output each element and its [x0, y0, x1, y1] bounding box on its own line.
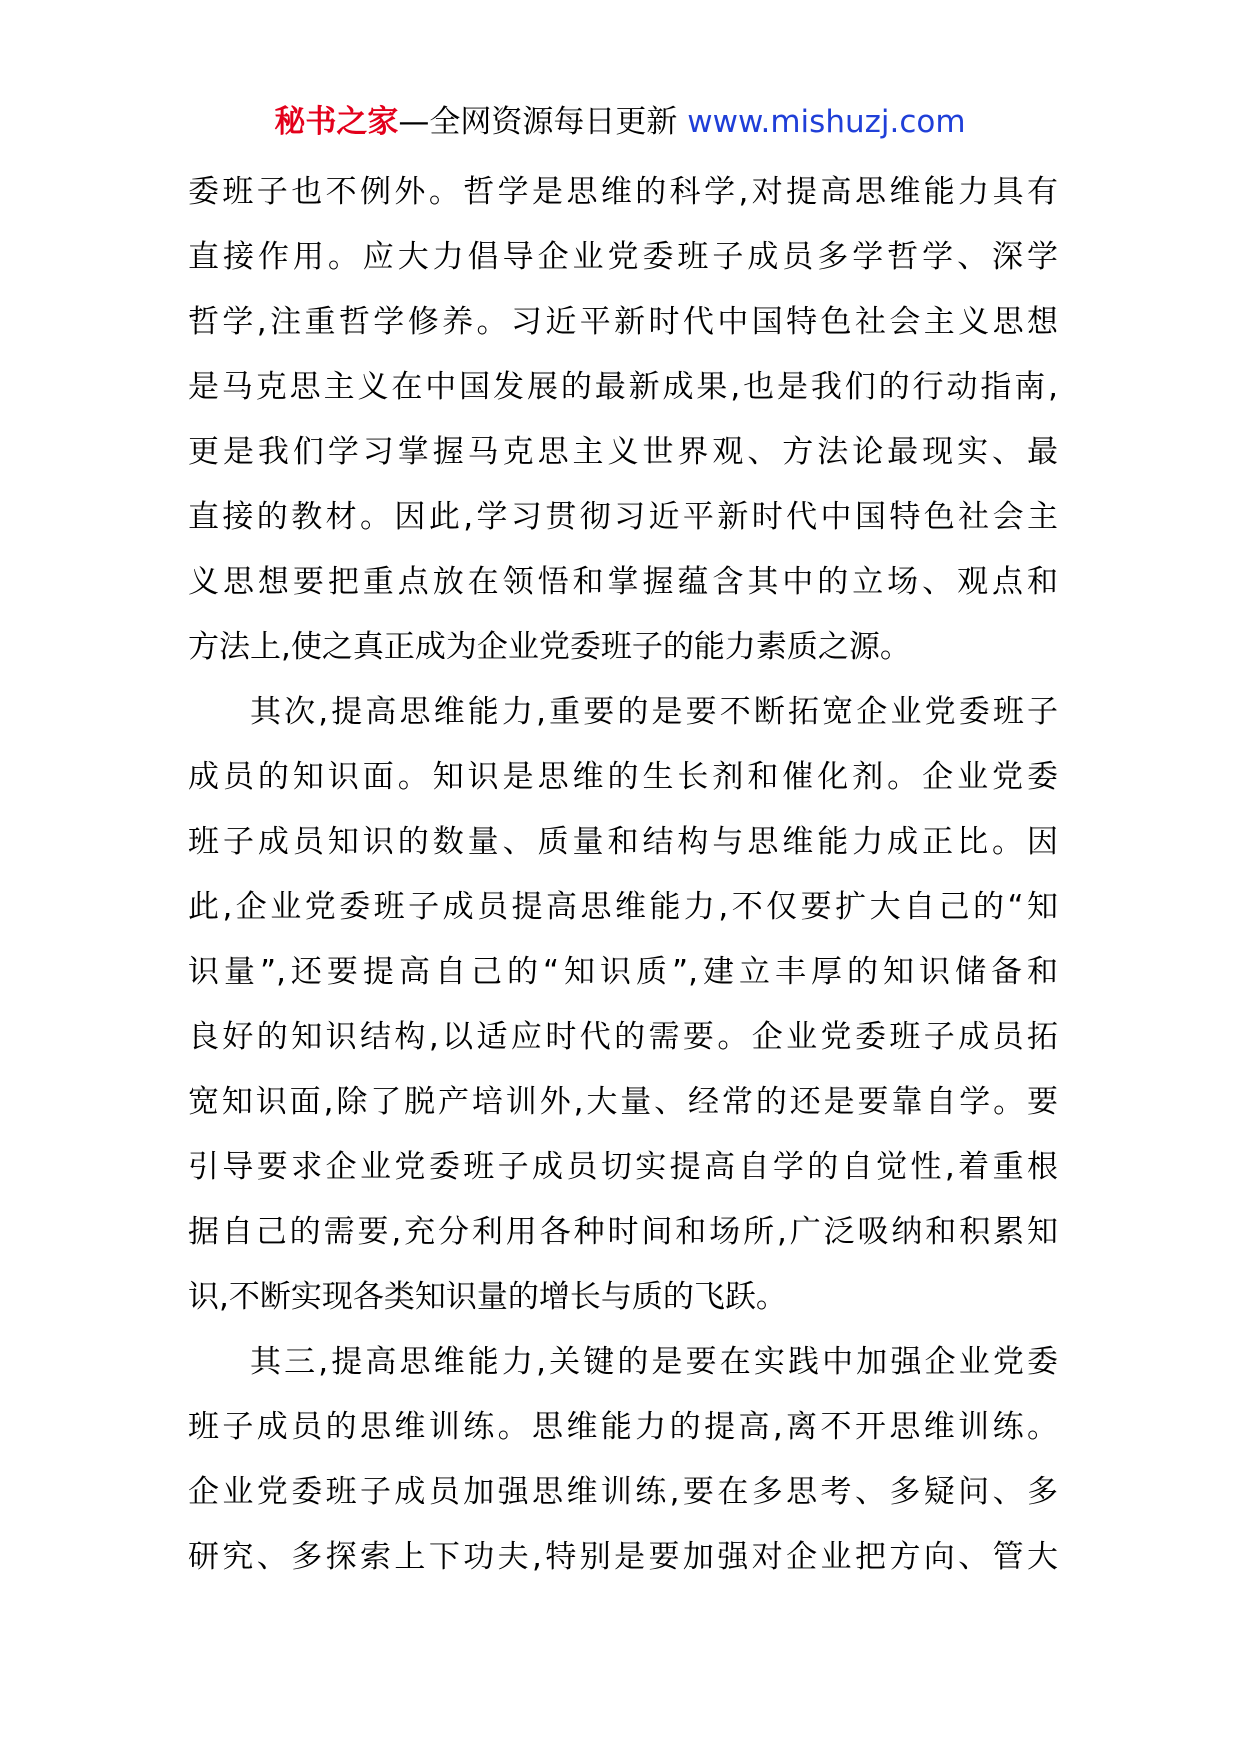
text-line: 班子成员的思维训练。思维能力的提高,离不开思维训练。	[188, 1409, 1058, 1445]
text-line: 良好的知识结构,以适应时代的需要。企业党委班子成员拓	[188, 1019, 1058, 1055]
site-header	[0, 100, 1240, 144]
site-tagline: —全网资源每日更新	[398, 104, 688, 140]
brand-name: 秘书之家	[274, 104, 399, 140]
text-line: 班子成员知识的数量、质量和结构与思维能力成正比。因	[188, 824, 1058, 860]
text-line: 此,企业党委班子成员提高思维能力,不仅要扩大自己的“知	[188, 889, 1058, 925]
text-line: 哲学,注重哲学修养。习近平新时代中国特色社会主义思想	[188, 304, 1058, 340]
text-line: 直接的教材。因此,学习贯彻习近平新时代中国特色社会主	[188, 499, 1058, 535]
text-line: 识,不断实现各类知识量的增长与质的飞跃。	[188, 1279, 787, 1315]
paragraph-first-line: 其三,提高思维能力,关键的是要在实践中加强企业党委	[250, 1344, 1058, 1380]
text-line: 方法上,使之真正成为企业党委班子的能力素质之源。	[188, 629, 911, 665]
text-line: 更是我们学习掌握马克思主义世界观、方法论最现实、最	[188, 434, 1058, 470]
document-body	[188, 160, 1058, 1590]
text-line: 研究、多探索上下功夫,特别是要加强对企业把方向、管大	[188, 1539, 1058, 1575]
text-line: 宽知识面,除了脱产培训外,大量、经常的还是要靠自学。要	[188, 1084, 1058, 1120]
text-line: 委班子也不例外。哲学是思维的科学,对提高思维能力具有	[188, 174, 1058, 210]
paragraph-first-line: 其次,提高思维能力,重要的是要不断拓宽企业党委班子	[250, 694, 1058, 730]
text-line: 直接作用。应大力倡导企业党委班子成员多学哲学、深学	[188, 239, 1058, 275]
site-url-link[interactable]: www.mishuzj.com	[687, 104, 966, 140]
text-line: 引导要求企业党委班子成员切实提高自学的自觉性,着重根	[188, 1149, 1058, 1185]
text-line: 识量”,还要提高自己的“知识质”,建立丰厚的知识储备和	[188, 954, 1058, 990]
text-line: 成员的知识面。知识是思维的生长剂和催化剂。企业党委	[188, 759, 1058, 795]
text-line: 是马克思主义在中国发展的最新成果,也是我们的行动指南,	[188, 369, 1058, 405]
text-line: 据自己的需要,充分利用各种时间和场所,广泛吸纳和积累知	[188, 1214, 1058, 1250]
text-line: 义思想要把重点放在领悟和掌握蕴含其中的立场、观点和	[188, 564, 1058, 600]
text-line: 企业党委班子成员加强思维训练,要在多思考、多疑问、多	[188, 1474, 1058, 1510]
